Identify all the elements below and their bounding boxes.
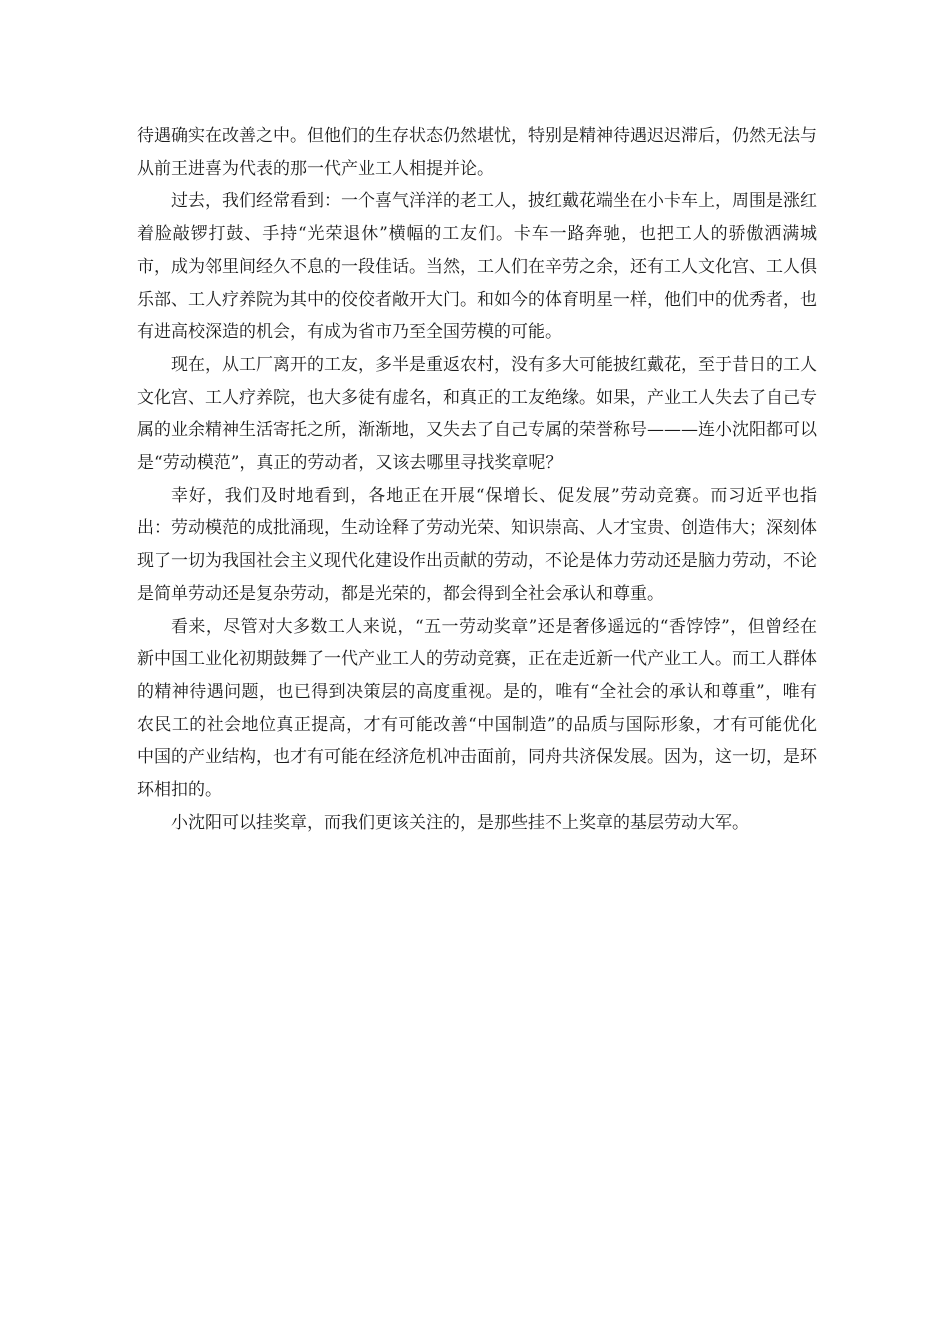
paragraph: 过去，我们经常看到：一个喜气洋洋的老工人，披红戴花端坐在小卡车上，周围是涨红着脸敲锣打鼓、手持“光荣退休”横幅的工友们。卡车一路奔驰，也把工人的骄傲洒满城市，成为邻里间经久不息的一段佳话。当然，工人们在辛劳之余，还有工人文化宫、工人俱乐部、工人疗养院为其中的佼佼者敞开大门。和如今的体育明星一样，他们中的优秀者，也有进高校深造的机会，有成为省市乃至全国劳模的可能。 [137,191,817,343]
paragraph-continued: 待遇确实在改善之中。但他们的生存状态仍然堪忧，特别是精神待遇迟迟滞后，仍然无法与从前王进喜为代表的那一代产业工人相提并论。 [137,126,817,179]
paragraph: 小沈阳可以挂奖章，而我们更该关注的，是那些挂不上奖章的基层劳动大军。 [171,812,749,833]
paragraph: 幸好，我们及时地看到，各地正在开展“保增长、促发展”劳动竞赛。而习近平也指出：劳动模范的成批涌现，生动诠释了劳动光荣、知识崇高、人才宝贵、创造伟大；深刻体现了一切为我国社会主义现代化建设作出贡献的劳动，不论是体力劳动还是脑力劳动，不论是简单劳动还是复杂劳动，都是光荣的，都会得到全社会承认和尊重。 [137,485,817,604]
paragraph: 现在，从工厂离开的工友，多半是重返农村，没有多大可能披红戴花，至于昔日的工人文化宫、工人疗养院，也大多徒有虚名，和真正的工友绝缘。如果，产业工人失去了自己专属的业余精神生活寄托之所，渐渐地，又失去了自己专属的荣誉称号———连小沈阳都可以是“劳动模范”，真正的劳动者，又该去哪里寻找奖章呢？ [137,354,817,474]
document-body [137,120,817,839]
paragraph: 看来，尽管对大多数工人来说，“五一劳动奖章”还是奢侈遥远的“香饽饽”，但曾经在新中国工业化初期鼓舞了一代产业工人的劳动竞赛，正在走近新一代产业工人。而工人群体的精神待遇问题，也已得到决策层的高度重视。是的，唯有“全社会的承认和尊重”，唯有农民工的社会地位真正提高，才有可能改善“中国制造”的品质与国际形象，才有可能优化中国的产业结构，也才有可能在经济危机冲击面前，同舟共济保发展。因为，这一切，是环环相扣的。 [137,616,817,801]
